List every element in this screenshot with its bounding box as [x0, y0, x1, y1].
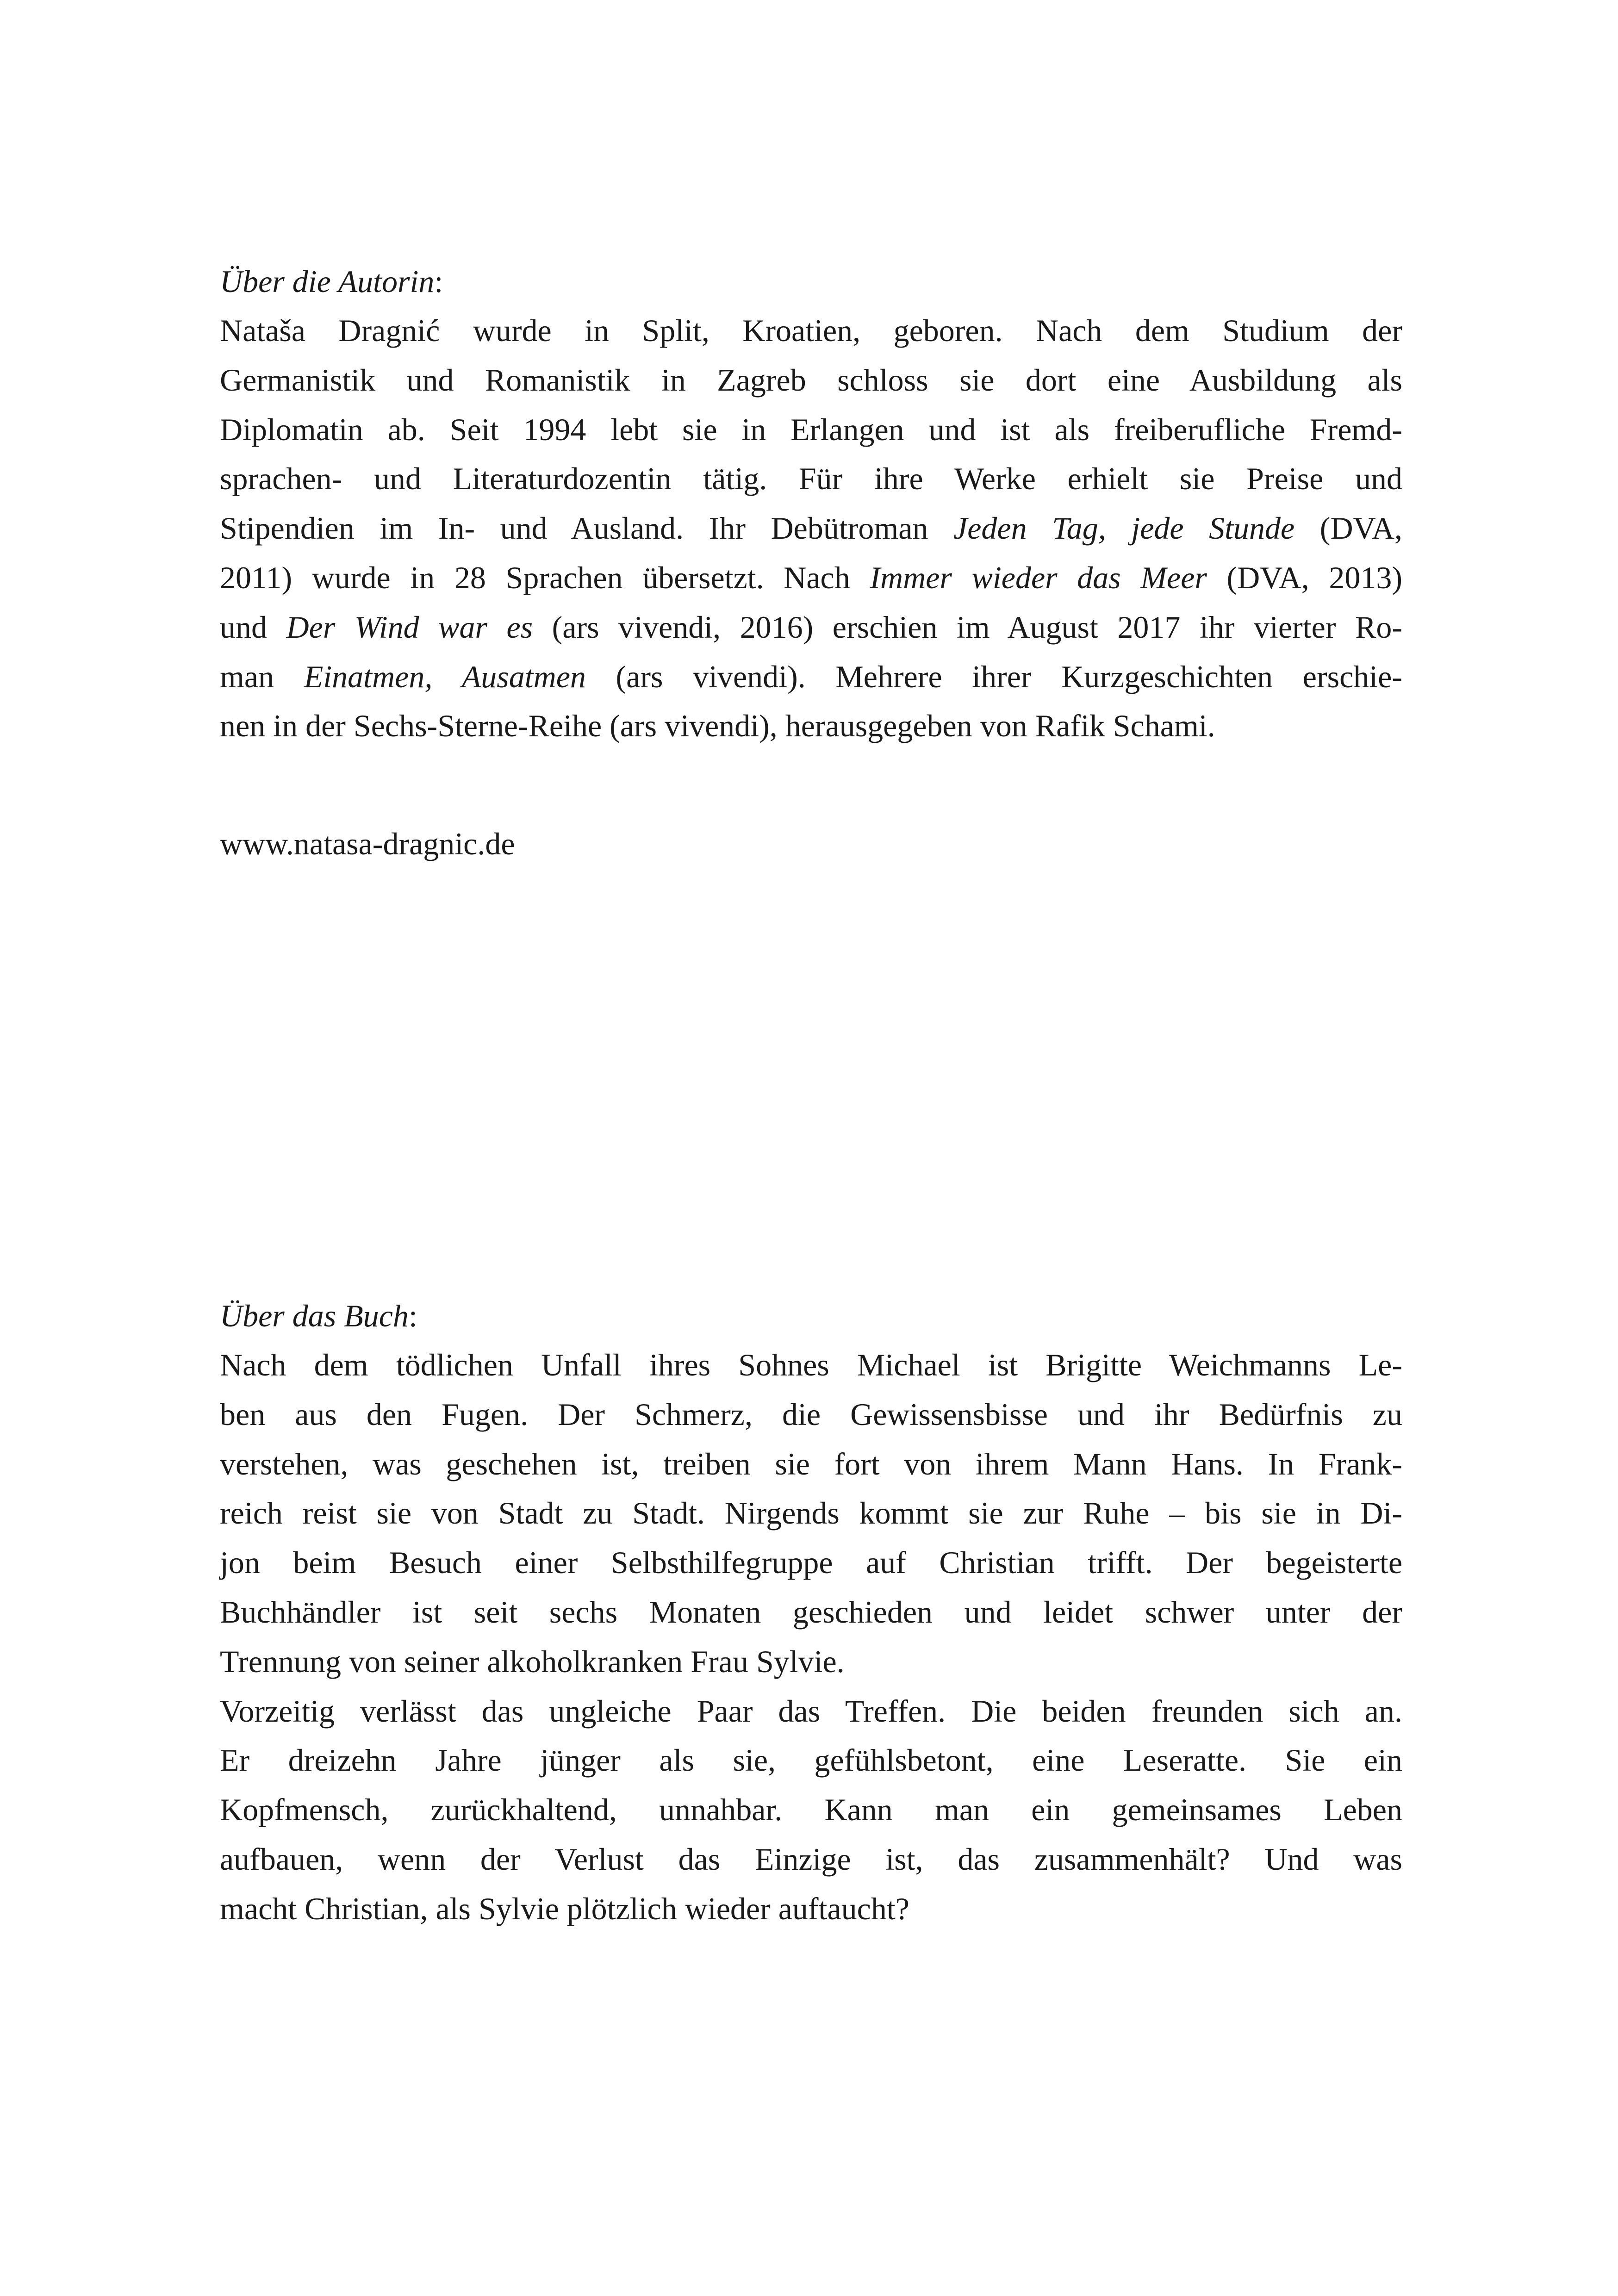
- text-segment: Vorzeitig verlässt das ungleiche Paar das Treffen. Die beiden freunden sich an.: [220, 1693, 1402, 1729]
- text-segment: Kopfmensch, zurückhaltend, unnahbar. Kann man ein gemeinsames Leben: [220, 1792, 1402, 1828]
- text-segment: Stipendien im In- und Ausland. Ihr Debütroman: [220, 510, 954, 546]
- website-url: www.natasa-dragnic.de: [220, 826, 515, 861]
- book-description-line: [220, 1439, 1402, 1489]
- text-segment: jon beim Besuch einer Selbsthilfegruppe auf Christian trifft. Der begeisterte: [220, 1545, 1402, 1580]
- book-description-line: [220, 1538, 1402, 1587]
- text-segment: (DVA, 2013): [1207, 560, 1402, 595]
- author-section: [220, 257, 1402, 751]
- text-segment: und: [220, 609, 286, 645]
- book-description-paragraph: [220, 1340, 1402, 1934]
- author-bio-line: [220, 603, 1402, 652]
- book-title-italic: Einatmen, Ausatmen: [304, 659, 586, 694]
- book-description-line: [220, 1340, 1402, 1390]
- author-bio-line: [220, 504, 1402, 553]
- author-heading-colon: :: [434, 264, 443, 299]
- book-heading-colon: :: [408, 1298, 417, 1333]
- author-bio-line: [220, 553, 1402, 603]
- author-bio-line: [220, 405, 1402, 454]
- text-segment: aufbauen, wenn der Verlust das Einzige ist, das zusammenhält? Und was: [220, 1841, 1402, 1877]
- text-segment: man: [220, 659, 304, 694]
- text-segment: verstehen, was geschehen ist, treiben sie fort von ihrem Mann Hans. In Frank-: [220, 1446, 1402, 1481]
- book-description-line: [220, 1686, 1402, 1736]
- author-bio-paragraph: [220, 306, 1402, 751]
- text-segment: (DVA,: [1294, 510, 1403, 546]
- book-description-line: [220, 1785, 1402, 1835]
- book-description-line: [220, 1835, 1402, 1884]
- author-bio-line: [220, 652, 1402, 702]
- text-segment: Nataša Dragnić wurde in Split, Kroatien, geboren. Nach dem Studium der: [220, 313, 1402, 348]
- text-segment: Nach dem tödlichen Unfall ihres Sohnes Michael ist Brigitte Weichmanns Le-: [220, 1347, 1402, 1382]
- book-description-line: [220, 1488, 1402, 1538]
- book-heading: [220, 1291, 1402, 1340]
- author-bio-line: [220, 306, 1402, 355]
- author-bio-line: [220, 355, 1402, 405]
- author-heading: [220, 257, 1402, 306]
- book-heading-text: Über das Buch: [220, 1298, 409, 1333]
- book-title-italic: Der Wind war es: [286, 609, 533, 645]
- book-title-italic: Jeden Tag, jede Stunde: [953, 510, 1295, 546]
- book-description-line: [220, 1884, 1402, 1934]
- text-segment: Buchhändler ist seit sechs Monaten geschieden und leidet schwer unter der: [220, 1594, 1402, 1630]
- text-segment: sprachen- und Literaturdozentin tätig. Für ihre Werke erhielt sie Preise und: [220, 461, 1402, 497]
- text-segment: ben aus den Fugen. Der Schmerz, die Gewissensbisse und ihr Bedürfnis zu: [220, 1396, 1402, 1432]
- text-segment: macht Christian, als Sylvie plötzlich wieder auftaucht?: [220, 1891, 909, 1926]
- book-description-line: [220, 1637, 1402, 1686]
- text-segment: nen in der Sechs-Sterne-Reihe (ars vivendi), herausgegeben von Rafik Schami.: [220, 708, 1215, 744]
- book-description-line: [220, 1390, 1402, 1439]
- text-segment: Diplomatin ab. Seit 1994 lebt sie in Erlangen und ist als freiberufliche Fremd-: [220, 411, 1402, 447]
- book-description-line: [220, 1587, 1402, 1637]
- text-segment: (ars vivendi, 2016) erschien im August 2017 ihr vierter Ro-: [533, 609, 1402, 645]
- text-segment: Er dreizehn Jahre jünger als sie, gefühlsbetont, eine Leseratte. Sie ein: [220, 1742, 1402, 1778]
- text-segment: Germanistik und Romanistik in Zagreb schloss sie dort eine Ausbildung als: [220, 362, 1402, 398]
- text-segment: 2011) wurde in 28 Sprachen übersetzt. Nach: [220, 560, 870, 595]
- author-bio-line: [220, 454, 1402, 504]
- text-segment: reich reist sie von Stadt zu Stadt. Nirgends kommt sie zur Ruhe – bis sie in Di-: [220, 1495, 1402, 1531]
- book-description-line: [220, 1736, 1402, 1785]
- text-segment: (ars vivendi). Mehrere ihrer Kurzgeschichten erschie-: [585, 659, 1402, 694]
- author-heading-text: Über die Autorin: [220, 264, 435, 299]
- book-title-italic: Immer wieder das Meer: [870, 560, 1207, 595]
- author-bio-line: [220, 701, 1402, 751]
- text-segment: Trennung von seiner alkoholkranken Frau Sylvie.: [220, 1643, 845, 1679]
- book-section: [220, 1291, 1402, 1934]
